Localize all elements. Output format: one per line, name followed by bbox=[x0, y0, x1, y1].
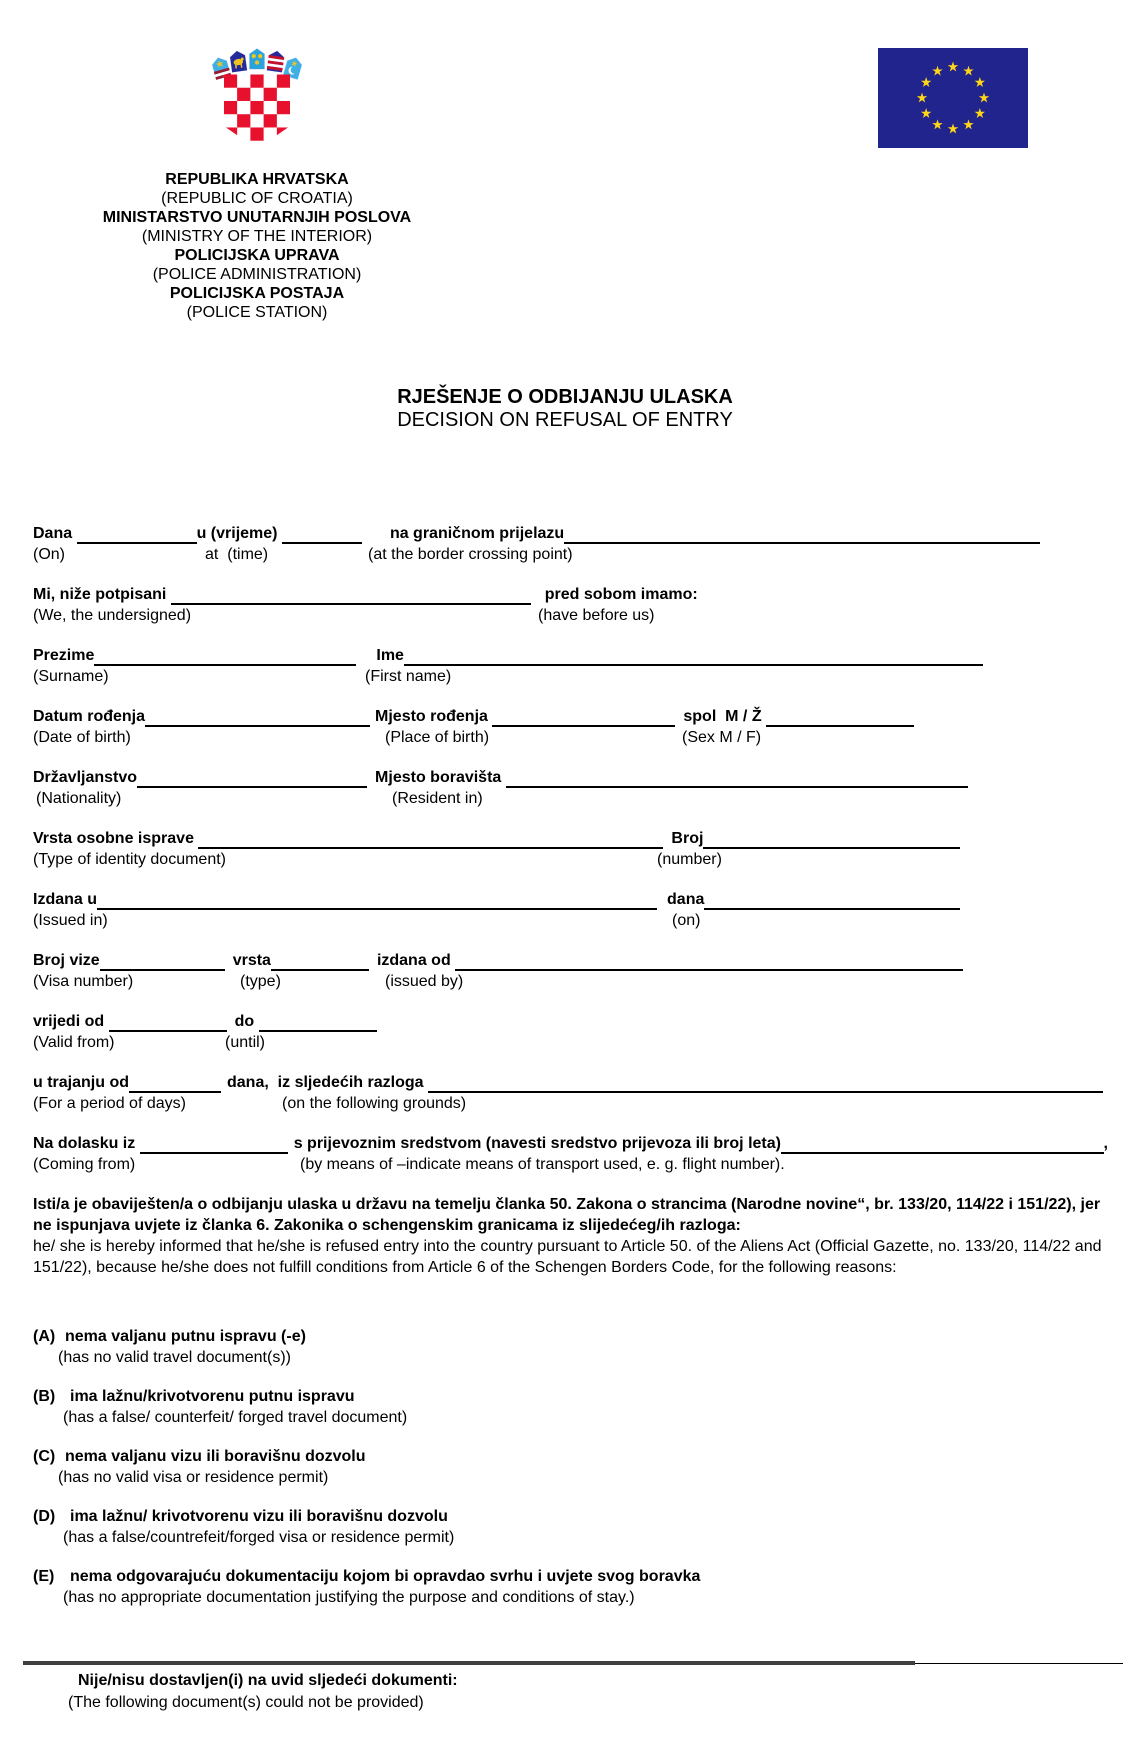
field-label: u (vrijeme) bbox=[196, 525, 282, 542]
croatia-coat-of-arms-icon bbox=[211, 46, 303, 160]
legal-text-en: he/ she is hereby informed that he/she is refused entry into the country pursuant to Article 50. of the Aliens Act (Official Gazette, no. 133/20, 114/22 and 151/22), because he/she does not fulfill conditions from Article 6 of the Schengen Borders Code, for the following reasons: bbox=[33, 1238, 1102, 1276]
field-translation: (Coming from) bbox=[33, 1156, 136, 1173]
reason-text-hr: ima lažnu/krivotvorenu putnu ispravu bbox=[70, 1388, 355, 1405]
reason-text-en: (has no valid travel document(s)) bbox=[58, 1349, 291, 1366]
field-label: Mjesto boravišta bbox=[375, 769, 506, 786]
reason-item-b bbox=[33, 1386, 1108, 1428]
field-translation: (For a period of days) bbox=[33, 1095, 186, 1112]
field-translation: (We, the undersigned) bbox=[33, 607, 192, 624]
field-label: dana, iz sljedećih razloga bbox=[227, 1074, 428, 1091]
field-translation: (have before us) bbox=[538, 607, 655, 624]
footer-text-hr: Nije/nisu dostavljen(i) na uvid sljedeći dokumenti: bbox=[78, 1672, 458, 1689]
reason-text-hr: nema valjanu vizu ili boravišnu dozvolu bbox=[65, 1448, 366, 1465]
field-translation: (Type of identity document) bbox=[33, 851, 226, 868]
field-row-identity-document bbox=[33, 828, 1108, 870]
field-label: u trajanju od bbox=[33, 1074, 129, 1091]
blank-line bbox=[506, 768, 968, 788]
reason-item-d bbox=[33, 1506, 1108, 1548]
org-line: REPUBLIKA HRVATSKA bbox=[165, 171, 349, 188]
blank-line bbox=[171, 585, 531, 605]
reason-letter: (B) bbox=[33, 1388, 56, 1405]
field-label: vrijedi od bbox=[33, 1013, 109, 1030]
field-label: Mjesto rođenja bbox=[375, 708, 493, 725]
document-title-block bbox=[0, 386, 1130, 432]
blank-line bbox=[428, 1073, 1103, 1093]
field-label: spol M / Ž bbox=[683, 708, 767, 725]
field-label: Mi, niže potpisani bbox=[33, 586, 171, 603]
field-label: Broj vize bbox=[33, 952, 100, 969]
crown-shield-4 bbox=[267, 50, 285, 73]
reason-letter: (E) bbox=[33, 1568, 55, 1585]
field-label: Datum rođenja bbox=[33, 708, 146, 725]
field-translation: (on the following grounds) bbox=[282, 1095, 467, 1112]
field-label: pred sobom imamo: bbox=[544, 586, 698, 603]
reason-item-c bbox=[33, 1446, 1108, 1488]
field-translation: (issued by) bbox=[385, 973, 464, 990]
header-org-block bbox=[27, 46, 487, 322]
field-label: Broj bbox=[671, 830, 704, 847]
reason-text-hr: nema odgovarajuću dokumentaciju kojom bi opravdao svrhu i uvjete svog boravka bbox=[70, 1568, 701, 1585]
blank-line bbox=[564, 524, 1040, 544]
page-title: RJEŠENJE O ODBIJANJU ULASKA bbox=[397, 386, 733, 408]
crown-shield-2 bbox=[229, 50, 247, 73]
field-translation: (Place of birth) bbox=[385, 729, 490, 746]
checkerboard bbox=[224, 74, 290, 140]
field-label: Dana bbox=[33, 525, 77, 542]
field-translation: (Visa number) bbox=[33, 973, 134, 990]
blank-line bbox=[129, 1073, 221, 1093]
field-label: izdana od bbox=[376, 952, 456, 969]
field-translation: (Nationality) bbox=[36, 790, 122, 807]
reason-text-hr: nema valjanu putnu ispravu (-e) bbox=[65, 1328, 306, 1345]
field-label: Ime bbox=[376, 647, 404, 664]
field-label: vrsta bbox=[232, 952, 271, 969]
field-label: Vrsta osobne isprave bbox=[33, 830, 199, 847]
field-translation: (by means of –indicate means of transport used, e. g. flight number). bbox=[300, 1156, 785, 1173]
blank-line bbox=[781, 1134, 1104, 1154]
field-translation: (On) bbox=[33, 546, 65, 563]
field-translation: (Date of birth) bbox=[33, 729, 131, 746]
eu-flag-icon bbox=[878, 48, 1028, 148]
field-label: Državljanstvo bbox=[33, 769, 138, 786]
field-label: s prijevoznim sredstvom (navesti sredstvo prijevoza ili broj leta) bbox=[293, 1135, 781, 1152]
field-translation: (Valid from) bbox=[33, 1034, 115, 1051]
blank-line bbox=[492, 707, 675, 727]
blank-line bbox=[282, 524, 362, 544]
page-title-translation: DECISION ON REFUSAL OF ENTRY bbox=[397, 409, 733, 431]
field-row-date-time-crossing bbox=[33, 523, 1108, 565]
field-translation: (on) bbox=[672, 912, 701, 929]
field-translation: at (time) bbox=[205, 546, 269, 563]
blank-line bbox=[404, 646, 983, 666]
blank-line bbox=[77, 524, 197, 544]
reason-text-en: (has a false/ counterfeit/ forged travel document) bbox=[63, 1409, 408, 1426]
refusal-reasons-list bbox=[33, 1326, 1108, 1608]
legal-text-hr: Isti/a je obaviješten/a o odbijanju ulaska u državu na temelju članka 50. Zakona o strancima (Narodne novine“, br. 133/20, 114/22 i 151/22), jer ne ispunjava uvjete iz članka 6. Zakonika o schengenskim granicama iz slijedećeg/ih razloga: bbox=[33, 1196, 1101, 1234]
reason-letter: (C) bbox=[33, 1448, 56, 1465]
field-label: dana bbox=[667, 891, 705, 908]
field-translation: (at the border crossing point) bbox=[368, 546, 573, 563]
field-row-birth-sex bbox=[33, 706, 1108, 748]
field-translation: (until) bbox=[225, 1034, 266, 1051]
reason-text-en: (has no appropriate documentation justifying the purpose and conditions of stay.) bbox=[63, 1589, 635, 1606]
field-label: Na dolasku iz bbox=[33, 1135, 140, 1152]
reason-text-hr: ima lažnu/ krivotvorenu vizu ili boravišnu dozvolu bbox=[70, 1508, 448, 1525]
field-row-duration-grounds bbox=[33, 1072, 1108, 1114]
field-row-validity bbox=[33, 1011, 1108, 1053]
blank-line bbox=[703, 829, 960, 849]
org-line: POLICIJSKA POSTAJA bbox=[169, 285, 345, 302]
ministry-header bbox=[27, 170, 487, 322]
field-row-arrival-transport bbox=[33, 1133, 1108, 1175]
org-line: POLICIJSKA UPRAVA bbox=[174, 247, 340, 264]
org-line: (REPUBLIC OF CROATIA) bbox=[161, 190, 353, 207]
org-line: MINISTARSTVO UNUTARNJIH POSLOVA bbox=[102, 209, 412, 226]
footer-text-en: (The following document(s) could not be provided) bbox=[68, 1694, 424, 1711]
reason-text-en: (has no valid visa or residence permit) bbox=[58, 1469, 329, 1486]
field-label: Prezime bbox=[33, 647, 95, 664]
divider-line bbox=[33, 1661, 1108, 1665]
field-translation: (Surname) bbox=[33, 668, 109, 685]
field-label: , bbox=[1103, 1135, 1108, 1152]
blank-line bbox=[97, 890, 657, 910]
blank-line bbox=[109, 1012, 227, 1032]
blank-line bbox=[140, 1134, 288, 1154]
field-translation: (number) bbox=[657, 851, 722, 868]
blank-line bbox=[704, 890, 960, 910]
field-row-nationality-residence bbox=[33, 767, 1108, 809]
org-line: (POLICE STATION) bbox=[186, 304, 328, 321]
field-row-visa bbox=[33, 950, 1108, 992]
reason-letter: (A) bbox=[33, 1328, 56, 1345]
field-translation: (Issued in) bbox=[33, 912, 108, 929]
blank-line bbox=[145, 707, 370, 727]
field-translation: (type) bbox=[240, 973, 281, 990]
blank-line bbox=[766, 707, 914, 727]
field-row-name bbox=[33, 645, 1108, 687]
field-translation: (Sex M / F) bbox=[682, 729, 762, 746]
crown-shield-3 bbox=[249, 48, 265, 69]
reason-item-e bbox=[33, 1566, 1108, 1608]
org-line: (POLICE ADMINISTRATION) bbox=[152, 266, 362, 283]
blank-line bbox=[259, 1012, 377, 1032]
blank-line bbox=[455, 951, 963, 971]
blank-line bbox=[100, 951, 225, 971]
field-translation: (First name) bbox=[365, 668, 452, 685]
field-row-undersigned bbox=[33, 584, 1108, 626]
field-row-issued bbox=[33, 889, 1108, 931]
form-body bbox=[33, 523, 1108, 1714]
field-label: do bbox=[234, 1013, 259, 1030]
blank-line bbox=[137, 768, 367, 788]
org-line: (MINISTRY OF THE INTERIOR) bbox=[141, 228, 373, 245]
reason-text-en: (has a false/countrefeit/forged visa or residence permit) bbox=[63, 1529, 455, 1546]
reason-letter: (D) bbox=[33, 1508, 56, 1525]
blank-line bbox=[198, 829, 663, 849]
blank-line bbox=[271, 951, 369, 971]
blank-line bbox=[94, 646, 356, 666]
legal-paragraph bbox=[33, 1194, 1108, 1278]
reason-item-a bbox=[33, 1326, 1108, 1368]
field-translation: (Resident in) bbox=[392, 790, 483, 807]
field-label: na graničnom prijelazu bbox=[389, 525, 565, 542]
field-label: Izdana u bbox=[33, 891, 98, 908]
footer-block bbox=[33, 1670, 1108, 1714]
